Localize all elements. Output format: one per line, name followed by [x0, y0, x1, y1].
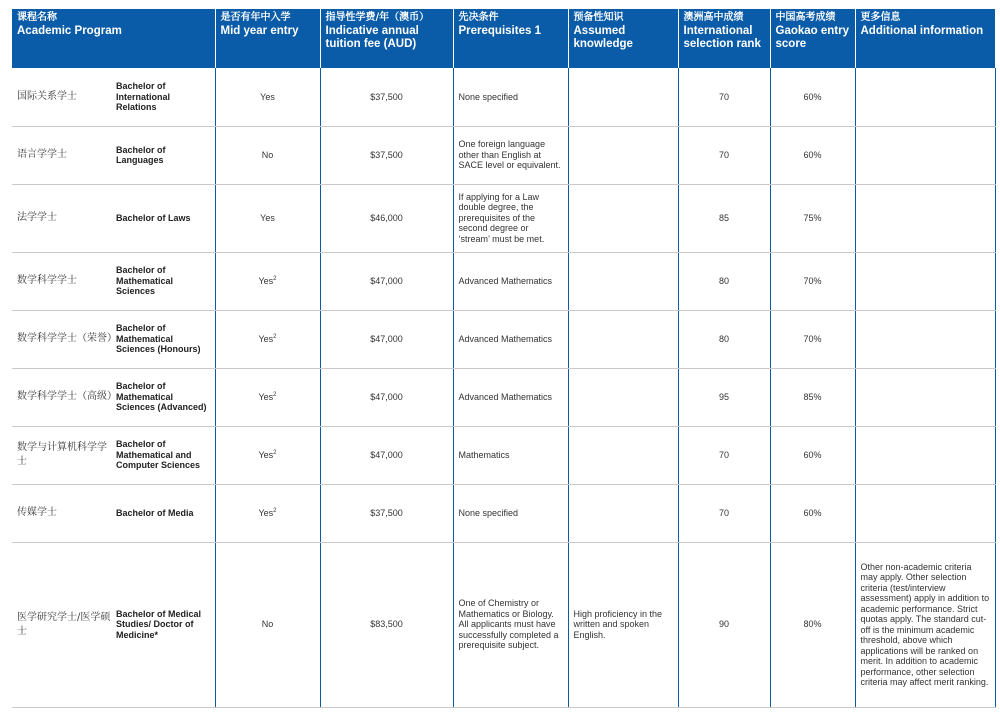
table-row [12, 252, 995, 310]
cell-gaokao: 60% [770, 484, 855, 542]
mid-year-value: Yes [258, 449, 274, 460]
cell-mid-year [215, 426, 320, 484]
cell-additional-info [855, 310, 995, 368]
header-assumed-knowledge: 预备性知识 Assumed knowledge [568, 9, 678, 68]
cell-program [12, 252, 215, 310]
mid-year-value: Yes [258, 333, 274, 344]
program-name-en: Bachelor of Mathematical Sciences (Honours) [116, 323, 201, 355]
footnote-mark: 2 [273, 391, 277, 398]
table-row [12, 426, 995, 484]
cell-assumed-knowledge [568, 68, 678, 126]
cell-program [12, 310, 215, 368]
program-name-zh: 数学科学学士（荣誉） [17, 333, 117, 344]
cell-gaokao: 70% [770, 310, 855, 368]
cell-gaokao: 60% [770, 126, 855, 184]
header-tuition-fee: 指导性学费/年（澳币） Indicative annual tuition fee (AUD) [320, 9, 453, 68]
cell-assumed-knowledge: High proficiency in the written and spoken English. [568, 542, 678, 707]
cell-gaokao: 75% [770, 184, 855, 252]
cell-fee: $37,500 [320, 484, 453, 542]
cell-assumed-knowledge [568, 126, 678, 184]
mid-year-value: No [261, 149, 274, 160]
cell-additional-info [855, 368, 995, 426]
cell-selection-rank: 70 [678, 426, 770, 484]
cell-fee: $83,500 [320, 542, 453, 707]
cell-mid-year [215, 252, 320, 310]
cell-program [12, 126, 215, 184]
cell-gaokao: 85% [770, 368, 855, 426]
cell-selection-rank: 95 [678, 368, 770, 426]
cell-prerequisites: One foreign language other than English at SACE level or equivalent. [453, 126, 568, 184]
table-row [12, 368, 995, 426]
mid-year-value: Yes [258, 275, 274, 286]
cell-assumed-knowledge [568, 252, 678, 310]
cell-additional-info [855, 484, 995, 542]
cell-gaokao: 60% [770, 68, 855, 126]
program-name-en: Bachelor of Languages [116, 144, 166, 165]
cell-assumed-knowledge [568, 426, 678, 484]
footnote-mark: 2 [273, 507, 277, 514]
cell-assumed-knowledge [568, 484, 678, 542]
cell-selection-rank: 70 [678, 484, 770, 542]
table-row [12, 126, 995, 184]
program-name-zh: 国际关系学士 [17, 90, 77, 102]
cell-selection-rank: 90 [678, 542, 770, 707]
table-row [12, 184, 995, 252]
cell-gaokao: 70% [770, 252, 855, 310]
cell-mid-year [215, 310, 320, 368]
table-row [12, 310, 995, 368]
cell-additional-info [855, 126, 995, 184]
header-selection-rank: 澳洲高中成绩 International selection rank [678, 9, 770, 68]
table-body [12, 68, 995, 707]
mid-year-value: Yes [260, 212, 275, 223]
cell-prerequisites: One of Chemistry or Mathematics or Biology. All applicants must have successfully completed a prerequisite subject. [453, 542, 568, 707]
cell-additional-info [855, 184, 995, 252]
cell-prerequisites: Advanced Mathematics [453, 252, 568, 310]
cell-selection-rank: 80 [678, 310, 770, 368]
cell-prerequisites: Mathematics [453, 426, 568, 484]
cell-program [12, 368, 215, 426]
cell-additional-info [855, 68, 995, 126]
program-name-zh: 医学研究学士/医学硕士 [17, 611, 111, 637]
table-header-row [12, 9, 995, 68]
program-table-container [12, 9, 995, 708]
footnote-mark: 2 [273, 333, 277, 340]
mid-year-value: Yes [258, 391, 274, 402]
header-mid-year-entry: 是否有年中入学 Mid year entry [215, 9, 320, 68]
cell-fee: $47,000 [320, 310, 453, 368]
table-row [12, 484, 995, 542]
table-row [12, 68, 995, 126]
cell-selection-rank: 70 [678, 126, 770, 184]
cell-additional-info [855, 252, 995, 310]
program-name-zh: 法学学士 [17, 212, 57, 223]
table-row [12, 542, 995, 707]
cell-prerequisites: If applying for a Law double degree, the prerequisites of the second degree or ‘stream’ must be met. [453, 184, 568, 252]
cell-selection-rank: 85 [678, 184, 770, 252]
mid-year-value: Yes [258, 507, 274, 518]
cell-selection-rank: 80 [678, 252, 770, 310]
cell-fee: $46,000 [320, 184, 453, 252]
program-table [12, 9, 996, 708]
cell-selection-rank: 70 [678, 68, 770, 126]
cell-mid-year [215, 368, 320, 426]
cell-program [12, 484, 215, 542]
mid-year-value: Yes [260, 91, 275, 102]
cell-prerequisites: Advanced Mathematics [453, 310, 568, 368]
cell-additional-info: Other non-academic criteria may apply. Other selection criteria (test/interview assessment) apply in addition to academic performance. Strict quotas apply. The standard cut-off is the minimum academic threshold, above which applications will be ranked on merit. In addition to academic performance, other selection criteria may affect merit ranking. [855, 542, 995, 707]
program-name-en: Bachelor of International Relations [116, 81, 171, 112]
cell-prerequisites: None specified [453, 68, 568, 126]
program-name-zh: 语言学学士 [17, 149, 67, 160]
cell-fee: $47,000 [320, 426, 453, 484]
cell-program [12, 426, 215, 484]
cell-mid-year [215, 542, 320, 707]
cell-fee: $37,500 [320, 68, 453, 126]
program-name-zh: 数学科学学士 [17, 275, 77, 286]
cell-program [12, 542, 215, 707]
header-prerequisites: 先决条件 Prerequisites 1 [453, 9, 568, 68]
cell-assumed-knowledge [568, 310, 678, 368]
program-name-en: Bachelor of Media [116, 507, 194, 518]
cell-assumed-knowledge [568, 184, 678, 252]
cell-fee: $47,000 [320, 252, 453, 310]
cell-program [12, 184, 215, 252]
cell-fee: $47,000 [320, 368, 453, 426]
cell-mid-year [215, 126, 320, 184]
cell-gaokao: 80% [770, 542, 855, 707]
program-name-zh: 数学与计算机科学学士 [17, 442, 107, 467]
cell-mid-year [215, 184, 320, 252]
cell-gaokao: 60% [770, 426, 855, 484]
header-gaokao-score: 中国高考成绩 Gaokao entry score [770, 9, 855, 68]
footnote-mark: 2 [273, 449, 277, 456]
cell-prerequisites: Advanced Mathematics [453, 368, 568, 426]
cell-program [12, 68, 215, 126]
cell-mid-year [215, 68, 320, 126]
cell-fee: $37,500 [320, 126, 453, 184]
program-name-en: Bachelor of Mathematical and Computer Sciences [116, 439, 201, 471]
program-name-en: Bachelor of Laws [116, 212, 191, 223]
program-name-zh: 数学科学学士（高级） [17, 391, 117, 402]
footnote-mark: 2 [273, 275, 277, 282]
header-academic-program: 课程名称 Academic Program [12, 9, 215, 68]
program-name-zh: 传媒学士 [17, 507, 57, 518]
header-additional-info: 更多信息 Additional information [855, 9, 995, 68]
cell-assumed-knowledge [568, 368, 678, 426]
cell-additional-info [855, 426, 995, 484]
cell-prerequisites: None specified [453, 484, 568, 542]
cell-mid-year [215, 484, 320, 542]
program-name-en: Bachelor of Mathematical Sciences (Advanced) [116, 381, 207, 413]
program-name-en: Bachelor of Medical Studies/ Doctor of Medicine* [116, 608, 202, 640]
program-name-en: Bachelor of Mathematical Sciences [116, 265, 174, 297]
mid-year-value: No [261, 619, 274, 630]
